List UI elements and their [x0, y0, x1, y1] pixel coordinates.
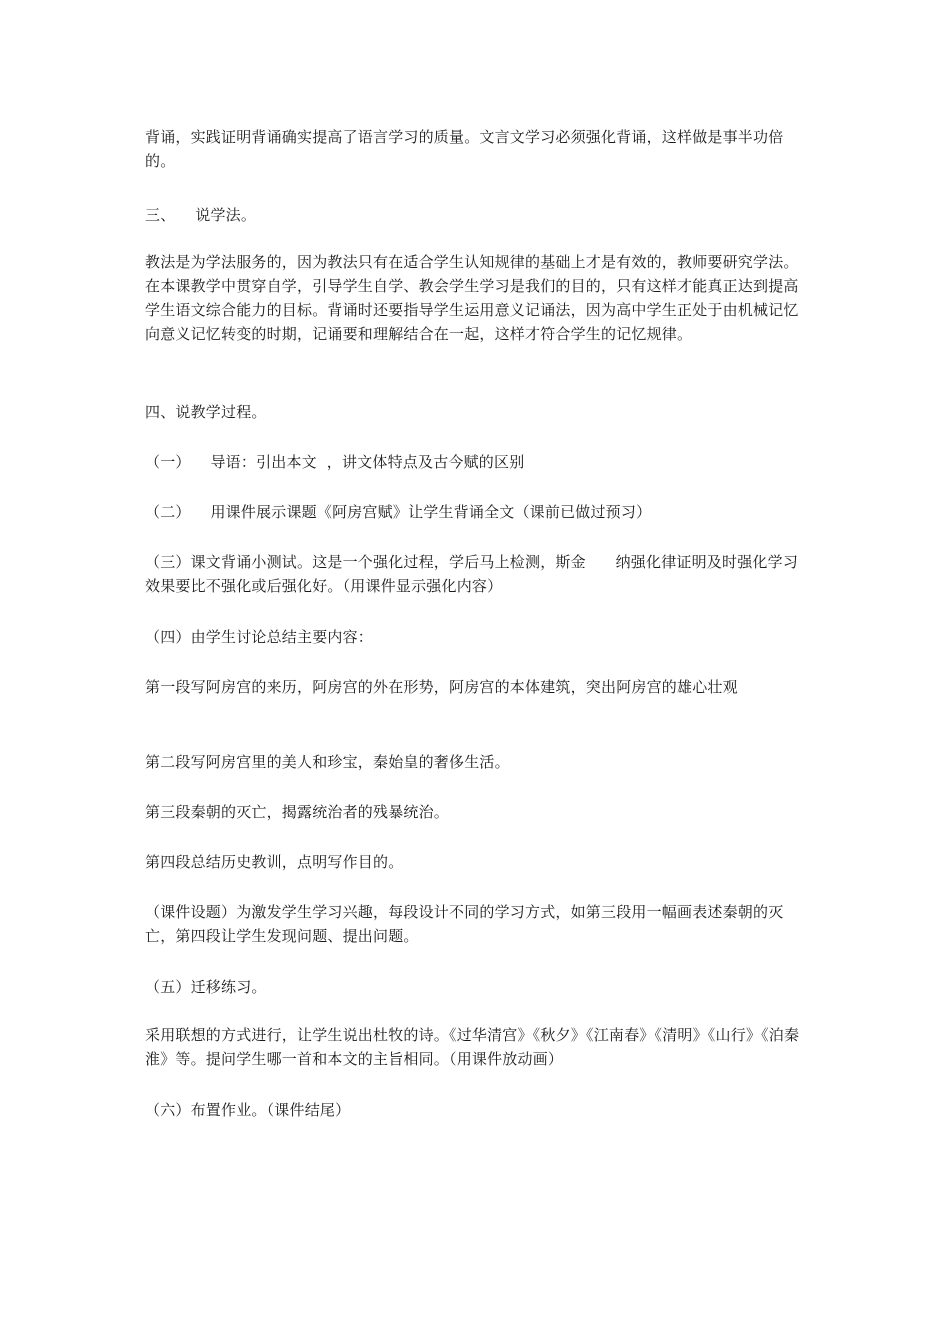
step-4-discussion: （四）由学生讨论总结主要内容：	[145, 628, 374, 646]
paragraph-recitation-conclusion: 背诵，实践证明背诵确实提高了语言学习的质量。文言文学习必须强化背诵，这样做是事半功倍的。	[145, 128, 784, 170]
step-6-homework: （六）布置作业。（课件结尾）	[145, 1101, 351, 1119]
step-3-recitation-test: （三）课文背诵小测试。这是一个强化过程，学后马上检测，斯金 纳强化律证明及时强化学习效果要比不强化或后强化好。（用课件显示强化内容）	[145, 553, 799, 595]
paragraph-courseware-questions: （课件设题）为激发学生学习兴趣，每段设计不同的学习方式，如第三段用一幅画表述秦朝的灭亡，第四段让学生发现问题、提出问题。	[145, 903, 784, 945]
paragraph-section-3: 第三段秦朝的灭亡，揭露统治者的残暴统治。	[145, 803, 450, 821]
paragraph-section-2: 第二段写阿房宫里的美人和珍宝，秦始皇的奢侈生活。	[145, 753, 510, 771]
step-1-introduction: （一） 导语：引出本文 ，讲文体特点及古今赋的区别	[145, 453, 525, 471]
step-2-courseware: （二） 用课件展示课题《阿房宫赋》让学生背诵全文（课前已做过预习）	[145, 503, 652, 521]
paragraph-learning-method: 教法是为学法服务的，因为教法只有在适合学生认知规律的基础上才是有效的，教师要研究学法。在本课教学中贯穿自学，引导学生自学、教会学生学习是我们的目的，只有这样才能真正达到提高学生语文综合能力的目标。背诵时还要指导学生运用意义记诵法，因为高中学生正处于由机械记忆向意义记忆转变的时期，记诵要和理解结合在一起，这样才符合学生的记忆规律。	[145, 253, 799, 343]
step-5-transfer-practice: （五）迁移练习。	[145, 978, 267, 996]
paragraph-section-1: 第一段写阿房宫的来历，阿房宫的外在形势，阿房宫的本体建筑，突出阿房宫的雄心壮观	[145, 678, 738, 696]
paragraph-du-mu-poems: 采用联想的方式进行，让学生说出杜牧的诗。《过华清宫》《秋夕》《江南春》《清明》《山行》《泊秦淮》等。提问学生哪一首和本文的主旨相同。（用课件放动画）	[145, 1026, 800, 1068]
heading-teaching-process: 四、说教学过程。	[145, 403, 267, 421]
paragraph-section-4: 第四段总结历史教训，点明写作目的。	[145, 853, 404, 871]
heading-learning-method: 三、 说学法。	[145, 206, 257, 224]
